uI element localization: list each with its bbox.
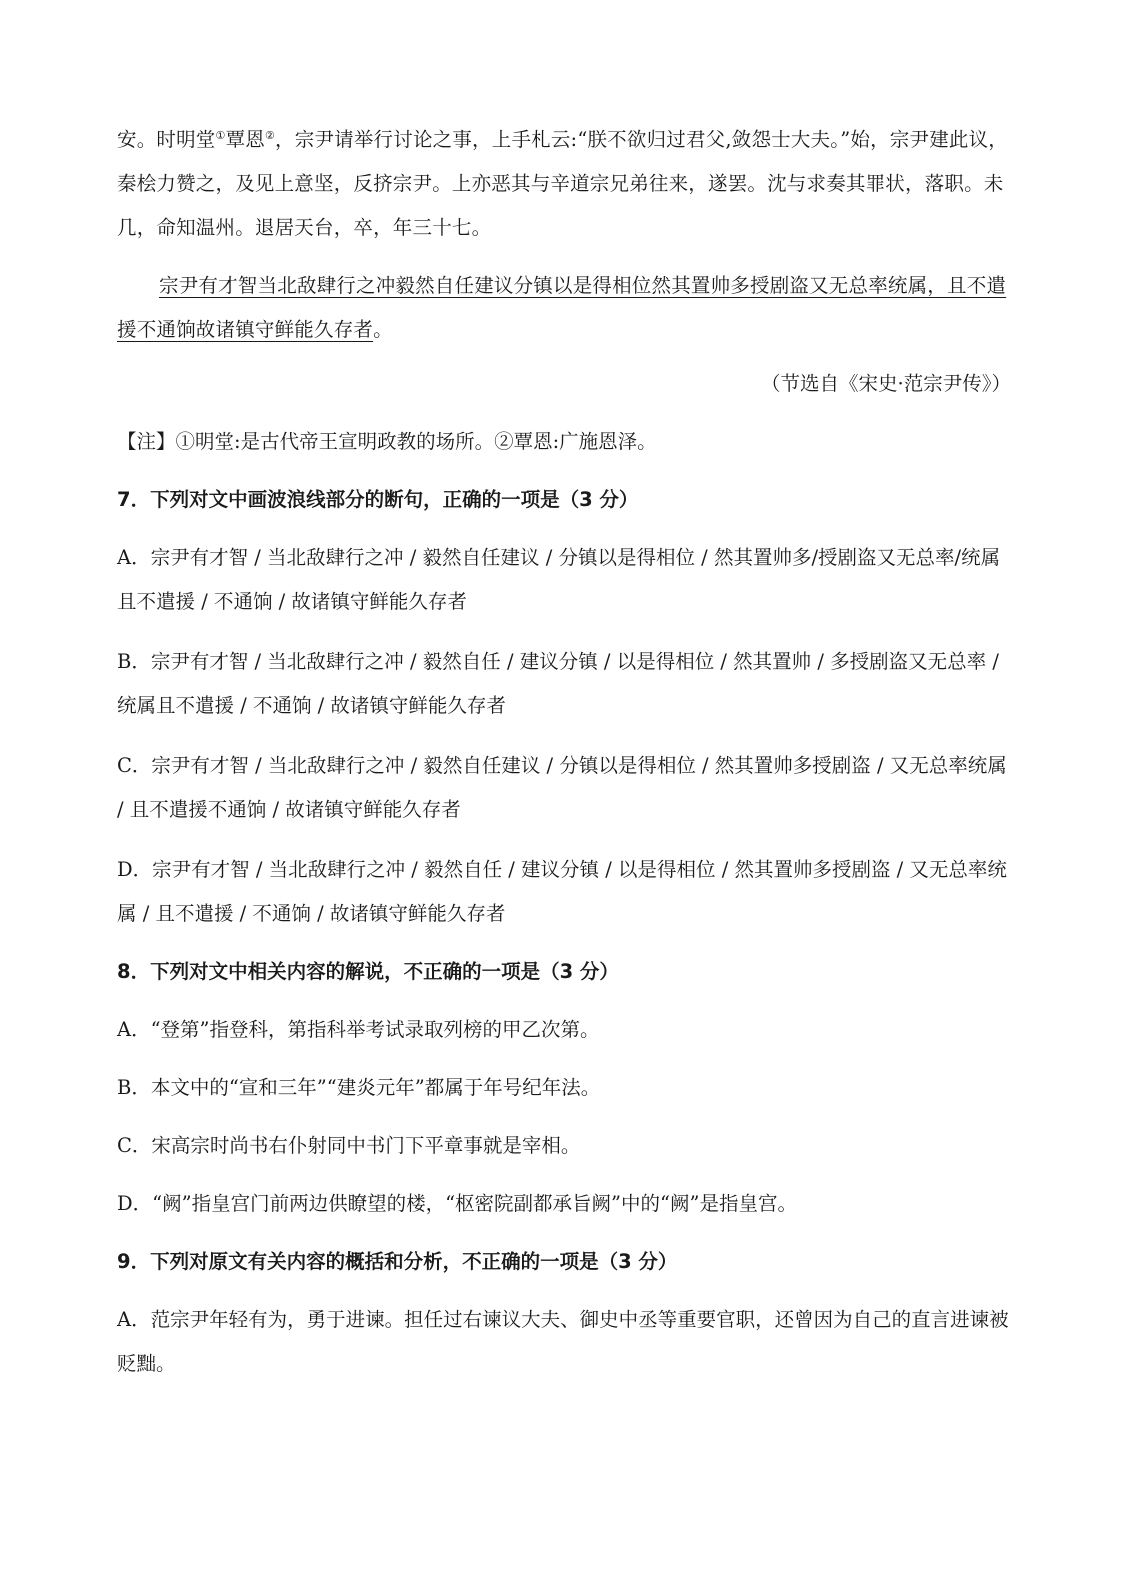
question-9-option-a: A．范宗尹年轻有为，勇于进谏。担任过右谏议大夫、御史中丞等重要官职，还曾因为自己的直言进谏被贬黜。	[117, 1308, 1009, 1375]
footnote-marker-2: ②	[264, 129, 276, 142]
question-7-option-c: C．宗尹有才智 / 当北敌肆行之冲 / 毅然自任建议 / 分镇以是得相位 / 然其置帅多授剧盗 / 又无总率统属 / 且不遣援不通饷 / 故诸镇守鲜能久存者	[117, 754, 1007, 821]
source-citation: （节选自《宋史·范宗尹传》）	[761, 372, 1011, 395]
document-page	[117, 118, 1017, 1386]
wavy-underlined-passage: 宗尹有才智当北敌肆行之冲毅然自任建议分镇以是得相位然其置帅多授剧盗又无总率统属，且不遣援不通饷故诸镇守鲜能久存者	[117, 274, 1007, 341]
passage-paragraph-2	[117, 264, 1017, 352]
question-8-option-c: C．宋高宗时尚书右仆射同中书门下平章事就是宰相。	[117, 1134, 581, 1157]
question-7-option-d: D．宗尹有才智 / 当北敌肆行之冲 / 毅然自任 / 建议分镇 / 以是得相位 / 然其置帅多授剧盗 / 又无总率统属 / 且不遣援 / 不通饷 / 故诸镇守鲜能久存者	[117, 858, 1007, 925]
question-9-title: 9．下列对原文有关内容的概括和分析，不正确的一项是（3 分）	[117, 1250, 678, 1273]
annotation-note: 【注】①明堂:是古代帝王宣明政教的场所。②覃恩:广施恩泽。	[117, 430, 657, 453]
question-8-title: 8．下列对文中相关内容的解说，不正确的一项是（3 分）	[117, 960, 619, 983]
question-7-title: 7．下列对文中画波浪线部分的断句，正确的一项是（3 分）	[117, 488, 639, 511]
question-7-option-b: B．宗尹有才智 / 当北敌肆行之冲 / 毅然自任 / 建议分镇 / 以是得相位 / 然其置帅 / 多授剧盗又无总率 / 统属且不遣援 / 不通饷 / 故诸镇守鲜能久存者	[117, 650, 999, 717]
question-8-option-a: A．“登第”指登科，第指科举考试录取列榜的甲乙次第。	[117, 1018, 600, 1041]
passage-text: 。	[373, 318, 393, 341]
passage-paragraph-1	[117, 118, 1017, 250]
question-7-option-a: A．宗尹有才智 / 当北敌肆行之冲 / 毅然自任建议 / 分镇以是得相位 / 然其置帅多/授剧盗又无总率/统属且不遣援 / 不通饷 / 故诸镇守鲜能久存者	[117, 546, 1001, 613]
passage-text: 安。时明堂	[117, 128, 216, 151]
passage-text: 覃恩	[225, 128, 265, 151]
footnote-marker-1: ①	[215, 129, 226, 142]
question-8-option-b: B．本文中的“宣和三年”“建炎元年”都属于年号纪年法。	[117, 1076, 601, 1099]
passage-text: ，宗尹请举行讨论之事，上手札云:“朕不欲归过君父,敛怨士大夫。”始，宗尹建此议，秦桧力赞之，及见上意坚，反挤宗尹。上亦恶其与辛道宗兄弟往来，遂罢。沈与求奏其罪状，落职。未几，命知温州。退居天台，卒，年三十七。	[117, 128, 1009, 239]
question-8-option-d: D．“阙”指皇宫门前两边供瞭望的楼，“枢密院副都承旨阙”中的“阙”是指皇宫。	[117, 1192, 797, 1215]
